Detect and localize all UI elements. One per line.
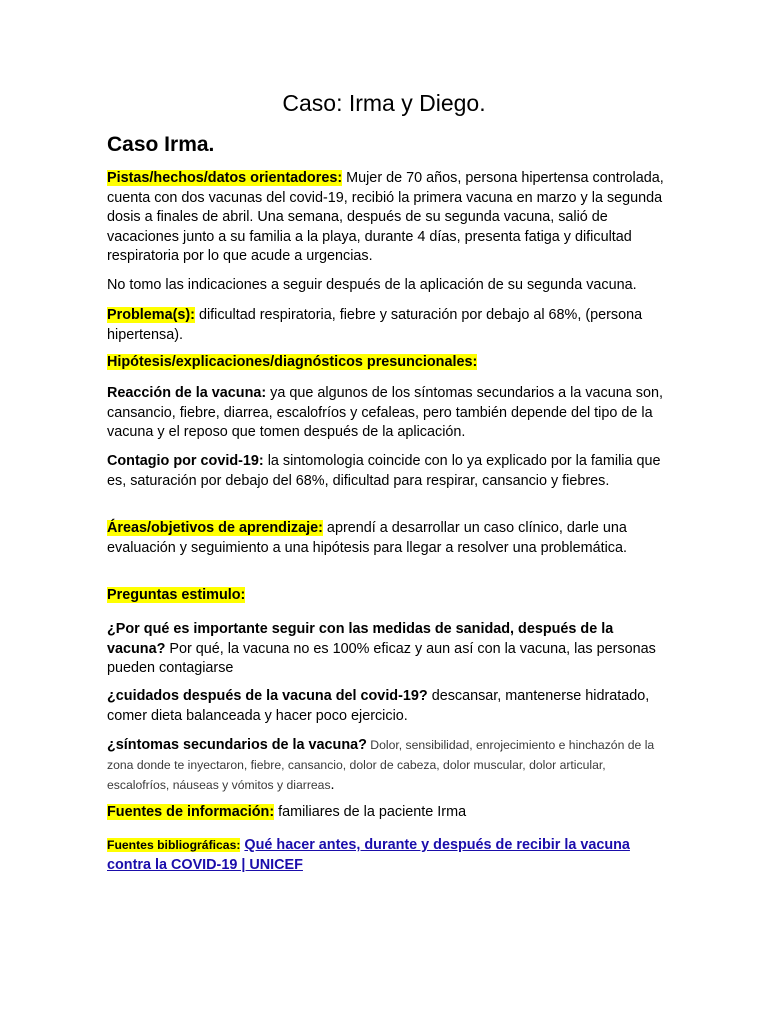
areas-text: aprendí a desarrollar un caso clínico, darle una evaluación y seguimiento a una hipótesis para llegar a resolver una problemática. [107, 520, 627, 556]
pistas-label: Pistas/hechos/datos orientadores: [107, 170, 343, 186]
contagio-label: Contagio por covid-19: [107, 453, 264, 469]
hipotesis-label: Hipótesis/explicaciones/diagnósticos presuncionales: [107, 354, 478, 370]
q3-tail: . [330, 777, 335, 793]
pistas-text: Mujer de 70 años, persona hipertensa controlada, cuenta con dos vacunas del covid-19, recibió la primera vacuna en marzo y la segunda dosis a finales de abril. Una semana, después de su segunda vacuna, salió de vacaciones junto a su familia a la playa, durante 4 días, presenta fatiga y dificultad respiratoria por lo que acude a urgencias. [107, 170, 664, 264]
fuentes-label: Fuentes de información: [107, 804, 275, 820]
fuentes-text: familiares de la paciente Irma [274, 804, 467, 820]
contagio-text: la sintomologia coincide con lo ya explicado por la familia que es, saturación por debajo del 68%, dificultad para respirar, cansancio y fiebres. [107, 453, 661, 489]
fuentes-paragraph [107, 803, 667, 823]
note-paragraph: No tomo las indicaciones a seguir después de la aplicación de su segunda vacuna. [107, 277, 637, 293]
page-title: Caso: Irma y Diego. [282, 90, 486, 116]
q3-answer: Dolor, sensibilidad, enrojecimiento e hinchazón de la zona donde te inyectaron, fiebre, cansancio, dolor de cabeza, dolor muscular, dolor articular, escalofríos, náuseas y vómitos y diarreas [107, 738, 655, 792]
problema-text: dificultad respiratoria, fiebre y saturación por debajo al 68%, (persona hipertensa). [107, 307, 643, 343]
problema-paragraph [107, 306, 667, 345]
biblio-paragraph [107, 836, 667, 875]
reaccion-paragraph [107, 384, 667, 443]
problema-label: Problema(s): [107, 307, 195, 323]
q2-answer: descansar, mantenerse hidratado, comer dieta balanceada y hacer poco ejercicio. [107, 688, 650, 724]
preguntas-paragraph [107, 586, 667, 606]
unicef-link[interactable]: Qué hacer antes, durante y después de recibir la vacuna contra la COVID-19 | UNICEF [107, 837, 630, 873]
reaccion-label: Reacción de la vacuna: [107, 385, 267, 401]
areas-label: Áreas/objetivos de aprendizaje: [107, 520, 323, 536]
preguntas-label: Preguntas estimulo: [107, 587, 246, 603]
q1-paragraph [107, 620, 667, 679]
hipotesis-paragraph [107, 353, 667, 373]
q2-question: ¿cuidados después de la vacuna del covid-19? [107, 688, 428, 704]
areas-paragraph [107, 519, 667, 558]
pistas-paragraph [107, 169, 667, 267]
contagio-paragraph [107, 452, 667, 491]
q1-answer: Por qué, la vacuna no es 100% eficaz y aun así con la vacuna, las personas pueden contagiarse [107, 640, 656, 676]
q2-paragraph [107, 687, 667, 726]
q1-question: ¿Por qué es importante seguir con las medidas de sanidad, después de la vacuna? [107, 621, 614, 657]
q3-question: ¿síntomas secundarios de la vacuna? [107, 737, 367, 753]
q3-paragraph [107, 735, 667, 795]
biblio-label: Fuentes bibliográficas: [107, 838, 241, 852]
case-heading: Caso Irma. [107, 133, 215, 156]
reaccion-text: ya que algunos de los síntomas secundarios a la vacuna son, cansancio, fiebre, diarrea, escalofríos y cefaleas, pero también depende del tipo de la vacuna y el reposo que tomen después de la aplicación. [107, 385, 663, 440]
